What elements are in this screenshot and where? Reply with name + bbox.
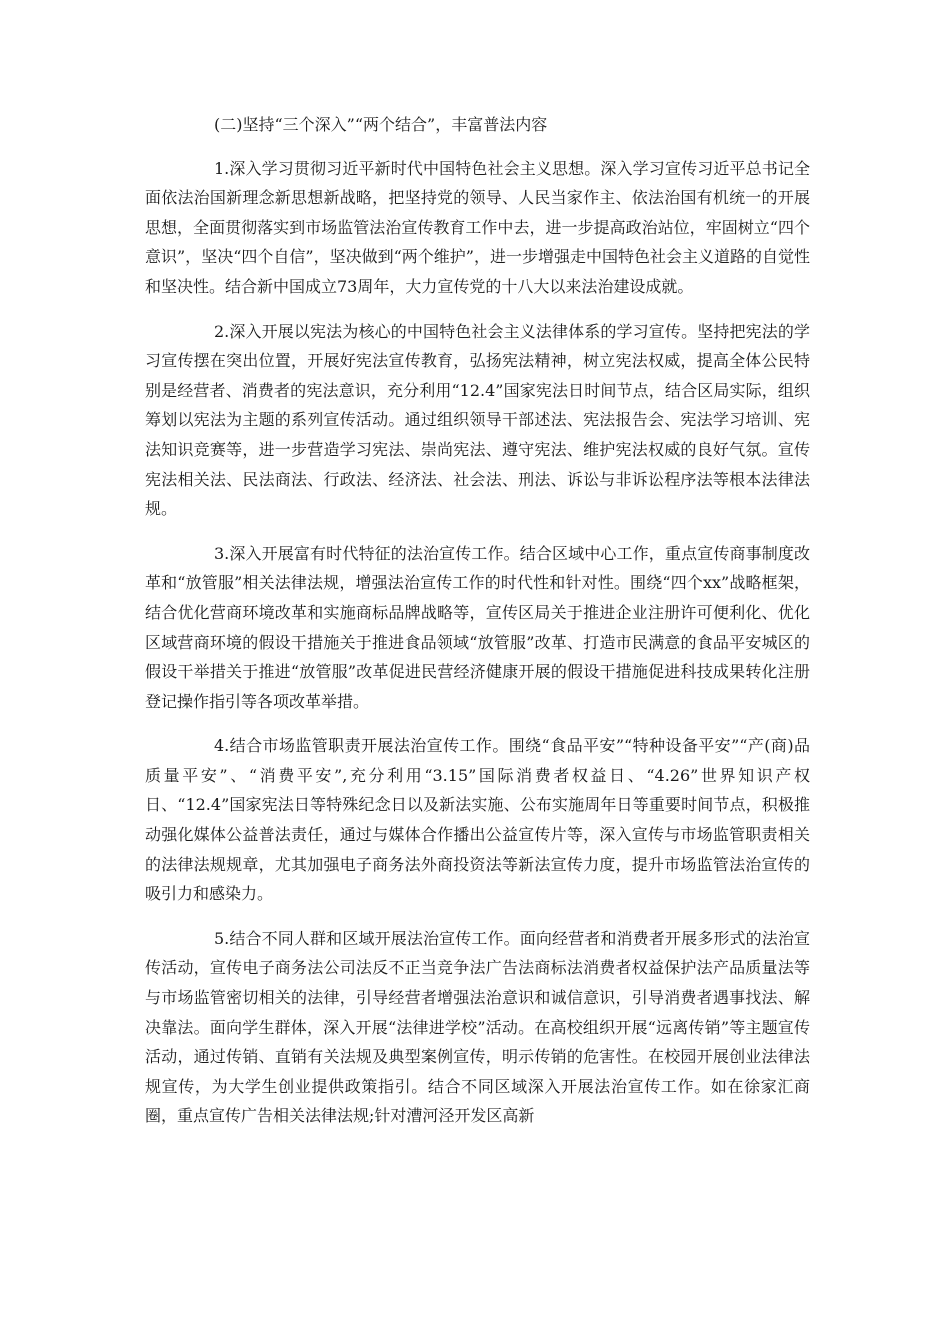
paragraph-4: 4.结合市场监管职责开展法治宣传工作。围绕“食品平安”“特种设备平安”“产(商)品质量平安”、“消费平安”,充分利用“3.15”国际消费者权益日、“4.26”世界知识产权日、“12.4”国家宪法日等特殊纪念日以及新法实施、公布实施周年日等重要时间节点，积极推动强化媒体公益普法责任，通过与媒体合作播出公益宣传片等，深入宣传与市场监管职责相关的法律法规规章，尤其加强电子商务法外商投资法等新法宣传力度，提升市场监管法治宣传的吸引力和感染力。 [145,736,810,904]
paragraph-3: 3.深入开展富有时代特征的法治宣传工作。结合区域中心工作，重点宣传商事制度改革和“放管服”相关法律法规，增强法治宣传工作的时代性和针对性。围绕“四个xx”战略框架，结合优化营商环境改革和实施商标品牌战略等，宣传区局关于推进企业注册许可便利化、优化区域营商环境的假设干措施关于推进食品领域“放管服”改革、打造市民满意的食品平安城区的假设干举措关于推进“放管服”改革促进民营经济健康开展的假设干措施促进科技成果转化注册登记操作指引等各项改革举措。 [145,543,810,711]
paragraph-5: 5.结合不同人群和区域开展法治宣传工作。面向经营者和消费者开展多形式的法治宣传活动，宣传电子商务法公司法反不正当竞争法广告法商标法消费者权益保护法产品质量法等与市场监管密切相关的法律，引导经营者增强法治意识和诚信意识，引导消费者遇事找法、解决靠法。面向学生群体，深入开展“法律进学校”活动。在高校组织开展“远离传销”等主题宣传活动，通过传销、直销有关法规及典型案例宣传，明示传销的危害性。在校园开展创业法律法规宣传，为大学生创业提供政策指引。结合不同区域深入开展法治宣传工作。如在徐家汇商圈，重点宣传广告相关法律法规;针对漕河泾开发区高新 [145,928,810,1126]
document-body [145,110,810,1146]
paragraph-2: 2.深入开展以宪法为核心的中国特色社会主义法律体系的学习宣传。坚持把宪法的学习宣传摆在突出位置，开展好宪法宣传教育，弘扬宪法精神，树立宪法权威，提高全体公民特别是经营者、消费者的宪法意识，充分利用“12.4”国家宪法日时间节点，结合区局实际，组织筹划以宪法为主题的系列宣传活动。通过组织领导干部述法、宪法报告会、宪法学习培训、宪法知识竞赛等，进一步营造学习宪法、崇尚宪法、遵守宪法、维护宪法权威的良好气氛。宣传宪法相关法、民法商法、行政法、经济法、社会法、刑法、诉讼与非诉讼程序法等根本法律法规。 [145,321,810,519]
paragraph-1: 1.深入学习贯彻习近平新时代中国特色社会主义思想。深入学习宣传习近平总书记全面依法治国新理念新思想新战略，把坚持党的领导、人民当家作主、依法治国有机统一的开展思想，全面贯彻落实到市场监管法治宣传教育工作中去，进一步提高政治站位，牢固树立“四个意识”，坚决“四个自信”，坚决做到“两个维护”，进一步增强走中国特色社会主义道路的自觉性和坚决性。结合新中国成立73周年，大力宣传党的十八大以来法治建设成就。 [145,158,810,296]
section-heading: (二)坚持“三个深入”“两个结合”，丰富普法内容 [214,115,548,134]
